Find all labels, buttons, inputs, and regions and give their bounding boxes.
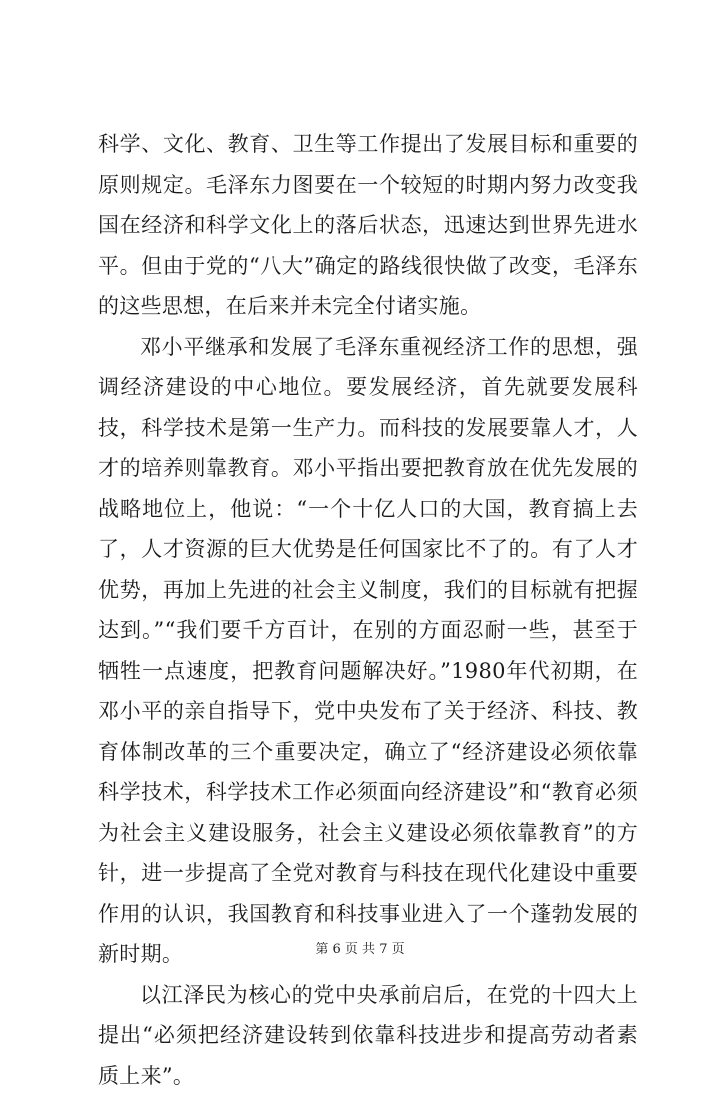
paragraph-1: 科学、文化、教育、卫生等工作提出了发展目标和重要的原则规定。毛泽东力图要在一个较短的时期内努力改变我国在经济和科学文化上的落后状态，迅速达到世界先进水平。但由于党的“八大”确定的路线很快做了改变，毛泽东的这些思想，在后来并未完全付诸实施。 [98,124,638,327]
paragraph-2: 邓小平继承和发展了毛泽东重视经济工作的思想，强调经济建设的中心地位。要发展经济，首先就要发展科技，科学技术是第一生产力。而科技的发展要靠人才，人才的培养则靠教育。邓小平指出要把教育放在优先发展的战略地位上，他说：“一个十亿人口的大国，教育搞上去了，人才资源的巨大优势是任何国家比不了的。有了人才优势，再加上先进的社会主义制度，我们的目标就有把握达到。”“我们要千方百计，在别的方面忍耐一些，甚至于牺牲一点速度，把教育问题解决好。”1980年代初期，在邓小平的亲自指导下，党中央发布了关于经济、科技、教育体制改革的三个重要决定，确立了“经济建设必须依靠科学技术，科学技术工作必须面向经济建设”和“教育必须为社会主义建设服务，社会主义建设必须依靠教育”的方针，进一步提高了全党对教育与科技在现代化建设中重要作用的认识，我国教育和科技事业进入了一个蓬勃发展的新时期。 [98,327,638,975]
paragraph-3: 以江泽民为核心的党中央承前启后，在党的十四大上提出“必须把经济建设转到依靠科技进步和提高劳动者素质上来”。 [98,975,638,1096]
page-footer: 第 6 页 共 7 页 [0,938,720,957]
